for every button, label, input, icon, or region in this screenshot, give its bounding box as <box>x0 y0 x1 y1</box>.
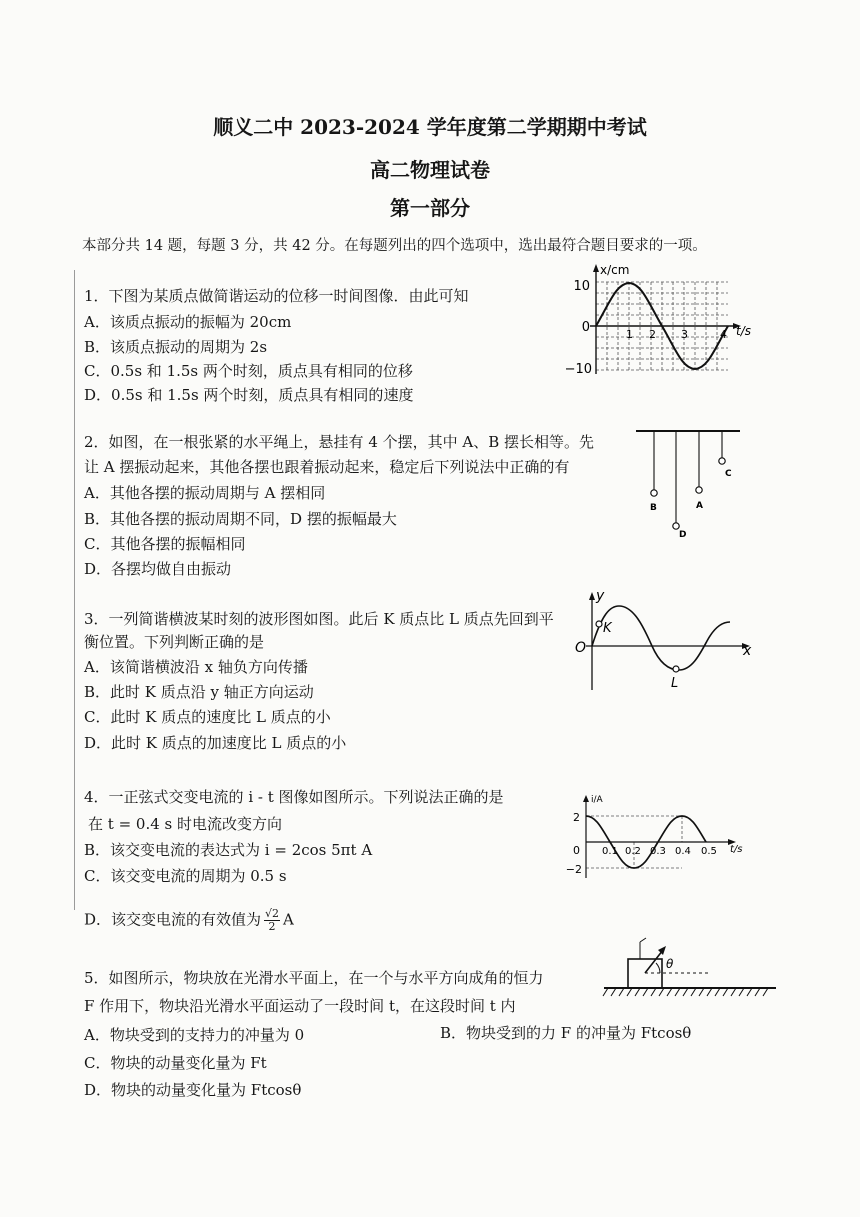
q4-option-c: C．该交变电流的周期为 0.5 s <box>84 867 287 885</box>
q1-y-axis-label: x/cm <box>600 263 630 277</box>
q3-point-l-label: L <box>671 676 679 691</box>
q1-y-tick: 10 <box>573 279 590 294</box>
q1-x-tick: 2 <box>649 328 656 341</box>
q3-option-b: B．此时 K 质点沿 y 轴正方向运动 <box>84 683 314 701</box>
q1-option-c: C．0.5s 和 1.5s 两个时刻，质点具有相同的位移 <box>84 362 413 380</box>
q4-y-tick: 0 <box>573 844 580 857</box>
q5-angle-label: θ <box>666 957 674 971</box>
q1-option-b: B．该质点振动的周期为 2s <box>84 338 268 356</box>
exam-subtitle: 高二物理试卷 <box>370 158 490 182</box>
q3-point-k-label: K <box>603 621 612 636</box>
q5-option-a: A．物块受到的支持力的冲量为 0 <box>84 1026 305 1044</box>
q4-option-a: 在 t = 0.4 s 时电流改变方向 <box>88 815 282 833</box>
q5-option-b: B．物块受到的力 F 的冲量为 Ftcosθ <box>440 1024 692 1042</box>
q2-figure <box>632 424 752 544</box>
q1-stem: 1．下图为某质点做简谐运动的位移一时间图像．由此可知 <box>84 287 469 305</box>
q4-y-tick: 2 <box>573 811 580 824</box>
q2-label-d: D <box>679 530 687 540</box>
q2-stem-line2: 让 A 摆振动起来，其他各摆也跟着振动起来，稳定后下列说法中正确的有 <box>84 458 570 476</box>
q3-origin-label: O <box>575 640 587 656</box>
q3-option-d: D．此时 K 质点的加速度比 L 质点的小 <box>84 734 347 752</box>
q4-fraction <box>264 908 280 933</box>
q1-x-tick: 4 <box>720 328 727 341</box>
q4-x-tick: 0.5 <box>701 846 717 857</box>
q2-label-a: A <box>696 501 703 511</box>
q5-stem-line2: F 作用下，物块沿光滑水平面运动了一段时间 t，在这段时间 t 内 <box>84 997 516 1015</box>
q1-figure <box>560 262 760 382</box>
q5-option-d: D．物块的动量变化量为 Ftcosθ <box>84 1081 302 1099</box>
q1-y-tick: −10 <box>564 362 592 377</box>
q1-x-axis-label: t/s <box>736 324 751 338</box>
q4-y-axis-label: i/A <box>591 795 603 805</box>
q5-stem-line1: 5．如图所示，物块放在光滑水平面上，在一个与水平方向成角的恒力 <box>84 969 544 987</box>
q2-label-b: B <box>650 503 657 513</box>
q4-x-tick: 0.4 <box>675 846 691 857</box>
q3-stem-line1: 3．一列简谐横波某时刻的波形图如图。此后 K 质点比 L 质点先回到平 <box>84 610 554 628</box>
q1-x-tick: 1 <box>626 328 633 341</box>
q2-option-b: B．其他各摆的振动周期不同，D 摆的振幅最大 <box>84 510 397 528</box>
q1-y-tick: 0 <box>581 320 590 335</box>
q3-figure <box>572 586 762 696</box>
section-instructions: 本部分共 14 题，每题 3 分，共 42 分。在每题列出的四个选项中，选出最符合题目要求的一项。 <box>82 238 707 254</box>
q3-option-a: A．该简谐横波沿 x 轴负方向传播 <box>84 658 308 676</box>
q1-option-a: A．该质点振动的振幅为 20cm <box>84 313 292 331</box>
q4-fraction-numerator: √2 <box>265 907 280 920</box>
q2-label-c: C <box>725 469 732 479</box>
q4-x-tick: 0.1 <box>602 846 618 857</box>
q2-option-a: A．其他各摆的振动周期与 A 摆相同 <box>84 484 326 502</box>
q4-x-tick: 0.3 <box>650 846 666 857</box>
q4-option-d <box>84 908 294 933</box>
q4-option-d-text: D．该交变电流的有效值为 <box>84 910 262 929</box>
q4-figure <box>562 792 752 882</box>
exam-title: 顺义二中 2023-2024 学年度第二学期期中考试 <box>213 115 647 139</box>
margin-line <box>74 270 75 910</box>
q2-option-c: C．其他各摆的振幅相同 <box>84 535 246 553</box>
q4-x-axis-label: t/s <box>730 844 743 855</box>
q1-x-tick: 3 <box>681 328 688 341</box>
q5-figure <box>600 928 780 1008</box>
q5-option-c: C．物块的动量变化量为 Ft <box>84 1054 267 1072</box>
q2-stem-line1: 2．如图，在一根张紧的水平绳上，悬挂有 4 个摆，其中 A、B 摆长相等。先 <box>84 433 595 451</box>
q4-fraction-unit: A <box>283 910 294 929</box>
q4-option-b: B．该交变电流的表达式为 i = 2cos 5πt A <box>84 841 373 859</box>
q1-option-d: D．0.5s 和 1.5s 两个时刻，质点具有相同的速度 <box>84 386 414 404</box>
q4-fraction-denominator: 2 <box>268 920 276 933</box>
q3-stem-line2: 衡位置。下列判断正确的是 <box>84 633 265 651</box>
q3-option-c: C．此时 K 质点的速度比 L 质点的小 <box>84 708 331 726</box>
section-title: 第一部分 <box>390 196 470 220</box>
q4-stem: 4．一正弦式交变电流的 i - t 图像如图所示。下列说法正确的是 <box>84 788 504 806</box>
q3-x-axis-label: x <box>743 643 752 659</box>
q4-y-tick: −2 <box>565 863 582 876</box>
q2-option-d: D．各摆均做自由振动 <box>84 560 232 578</box>
q4-x-tick: 0.2 <box>625 846 641 857</box>
q3-y-axis-label: y <box>596 588 605 604</box>
